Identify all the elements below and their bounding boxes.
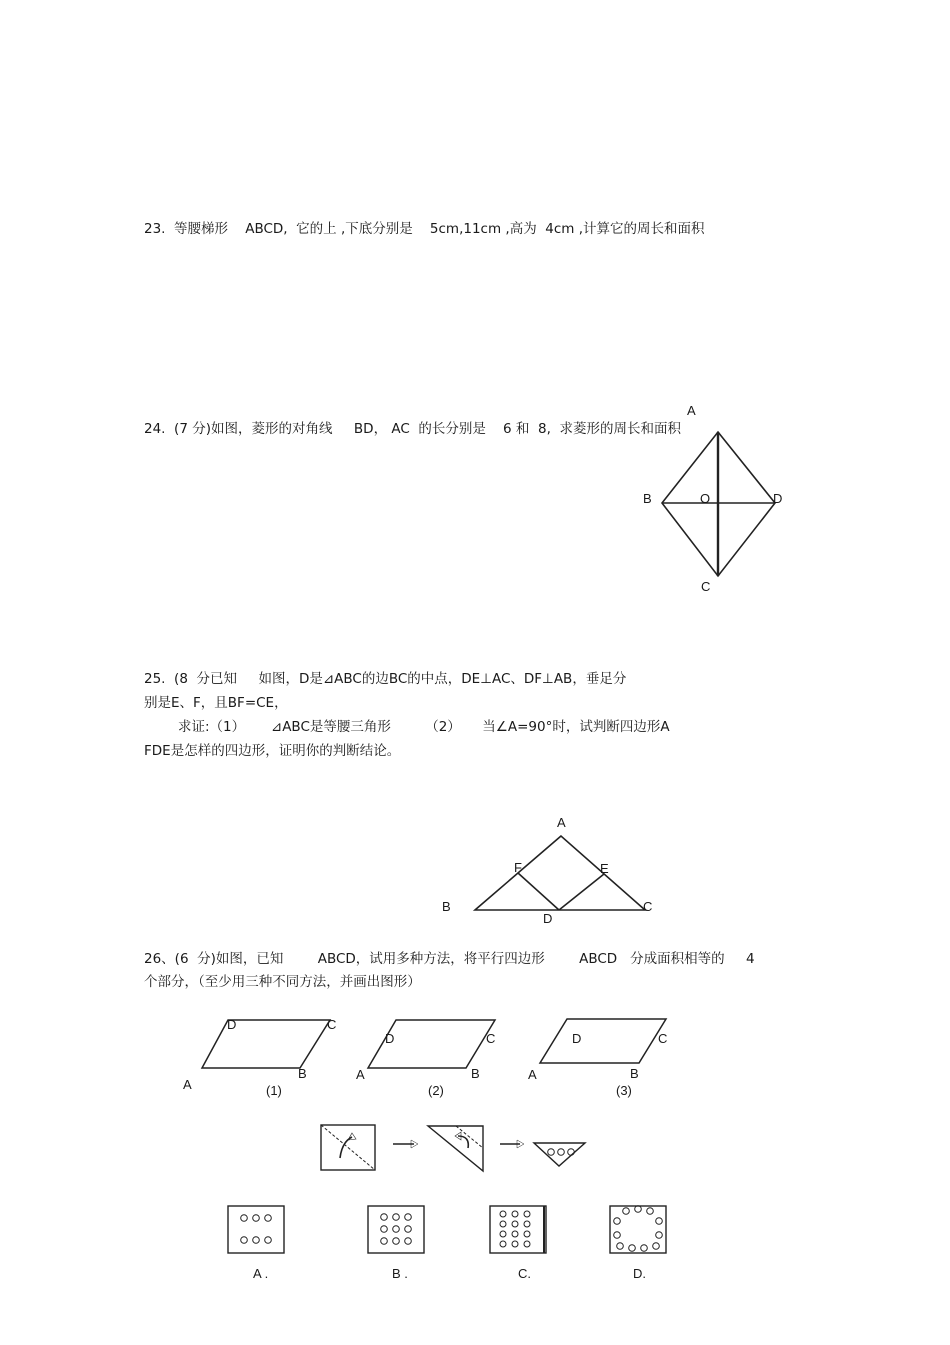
triangle-label-f: F xyxy=(514,860,522,875)
option-d-label: D. xyxy=(633,1266,646,1281)
para1-label-d: D xyxy=(227,1017,237,1032)
fold-step3-hole xyxy=(568,1149,575,1156)
question-26-line1: 26、(6 分)如图，已知 ABCD，试用多种方法，将平行四边形 ABCD 分成面积相等的 4 xyxy=(144,951,755,967)
para1-label-c: C xyxy=(327,1017,337,1032)
option-a-label: A . xyxy=(253,1266,269,1281)
rhombus-label-b: B xyxy=(643,491,652,506)
triangle-label-d: D xyxy=(543,911,553,926)
question-25-line3: 求证:（1） ⊿ABC是等腰三角形 （2） 当∠A=90°时，试判断四边形A xyxy=(178,719,670,735)
triangle-label-b: B xyxy=(442,899,451,914)
para3-label-b: B xyxy=(630,1066,639,1081)
para3-caption: (3) xyxy=(616,1083,632,1098)
para2-label-b: B xyxy=(471,1066,480,1081)
triangle-label-e: E xyxy=(600,861,609,876)
question-24-text: 24. (7 分)如图，菱形的对角线 BD， AC 的长分别是 6 和 8, 求菱形的周长和面积 xyxy=(144,421,681,437)
rhombus-label-c: C xyxy=(701,579,711,594)
para1-label-b: B xyxy=(298,1066,307,1081)
fold-step1-arrow-icon xyxy=(340,1137,352,1158)
rhombus-label-a: A xyxy=(687,403,696,418)
para3-label-d: D xyxy=(572,1031,582,1046)
para1-label-a: A xyxy=(183,1077,192,1092)
fold-step1-diagonal xyxy=(321,1125,375,1170)
option-b-label: B . xyxy=(392,1266,408,1281)
para1-caption: (1) xyxy=(266,1083,282,1098)
option-c-label: C. xyxy=(518,1266,531,1281)
fold-step2-dash xyxy=(456,1126,483,1148)
question-25-line4: FDE是怎样的四边形，证明你的判断结论。 xyxy=(144,743,401,759)
question-23-text: 23. 等腰梯形 ABCD, 它的上 ,下底分别是 5cm,11cm ,高为 4cm ,计算它的周长和面积 xyxy=(144,221,705,237)
para3-label-c: C xyxy=(658,1031,668,1046)
fold-step2-arrow-icon xyxy=(458,1136,468,1148)
rhombus-label-o: O xyxy=(700,491,711,506)
para3-label-a: A xyxy=(528,1067,537,1082)
para2-label-a: A xyxy=(356,1067,365,1082)
option-b-box xyxy=(368,1206,424,1253)
rhombus-label-d: D xyxy=(773,491,783,506)
option-d-box xyxy=(610,1206,666,1253)
fold-step3-hole xyxy=(548,1149,555,1156)
triangle-label-a: A xyxy=(557,815,566,830)
question-25-line2: 别是E、F，且BF=CE， xyxy=(144,695,288,711)
question-26-line2: 个部分，（至少用三种不同方法，并画出图形） xyxy=(144,974,421,990)
fold-step2-triangle xyxy=(428,1126,483,1171)
para2-label-c: C xyxy=(486,1031,496,1046)
para2-caption: (2) xyxy=(428,1083,444,1098)
fold-step3-hole xyxy=(558,1149,565,1156)
question-25-line1: 25. (8 分已知 如图，D是⊿ABC的边BC的中点，DE⊥AC、DF⊥AB，垂足分 xyxy=(144,671,627,687)
para2-label-d: D xyxy=(385,1031,395,1046)
triangle-label-c: C xyxy=(643,899,653,914)
option-a-box xyxy=(228,1206,284,1253)
